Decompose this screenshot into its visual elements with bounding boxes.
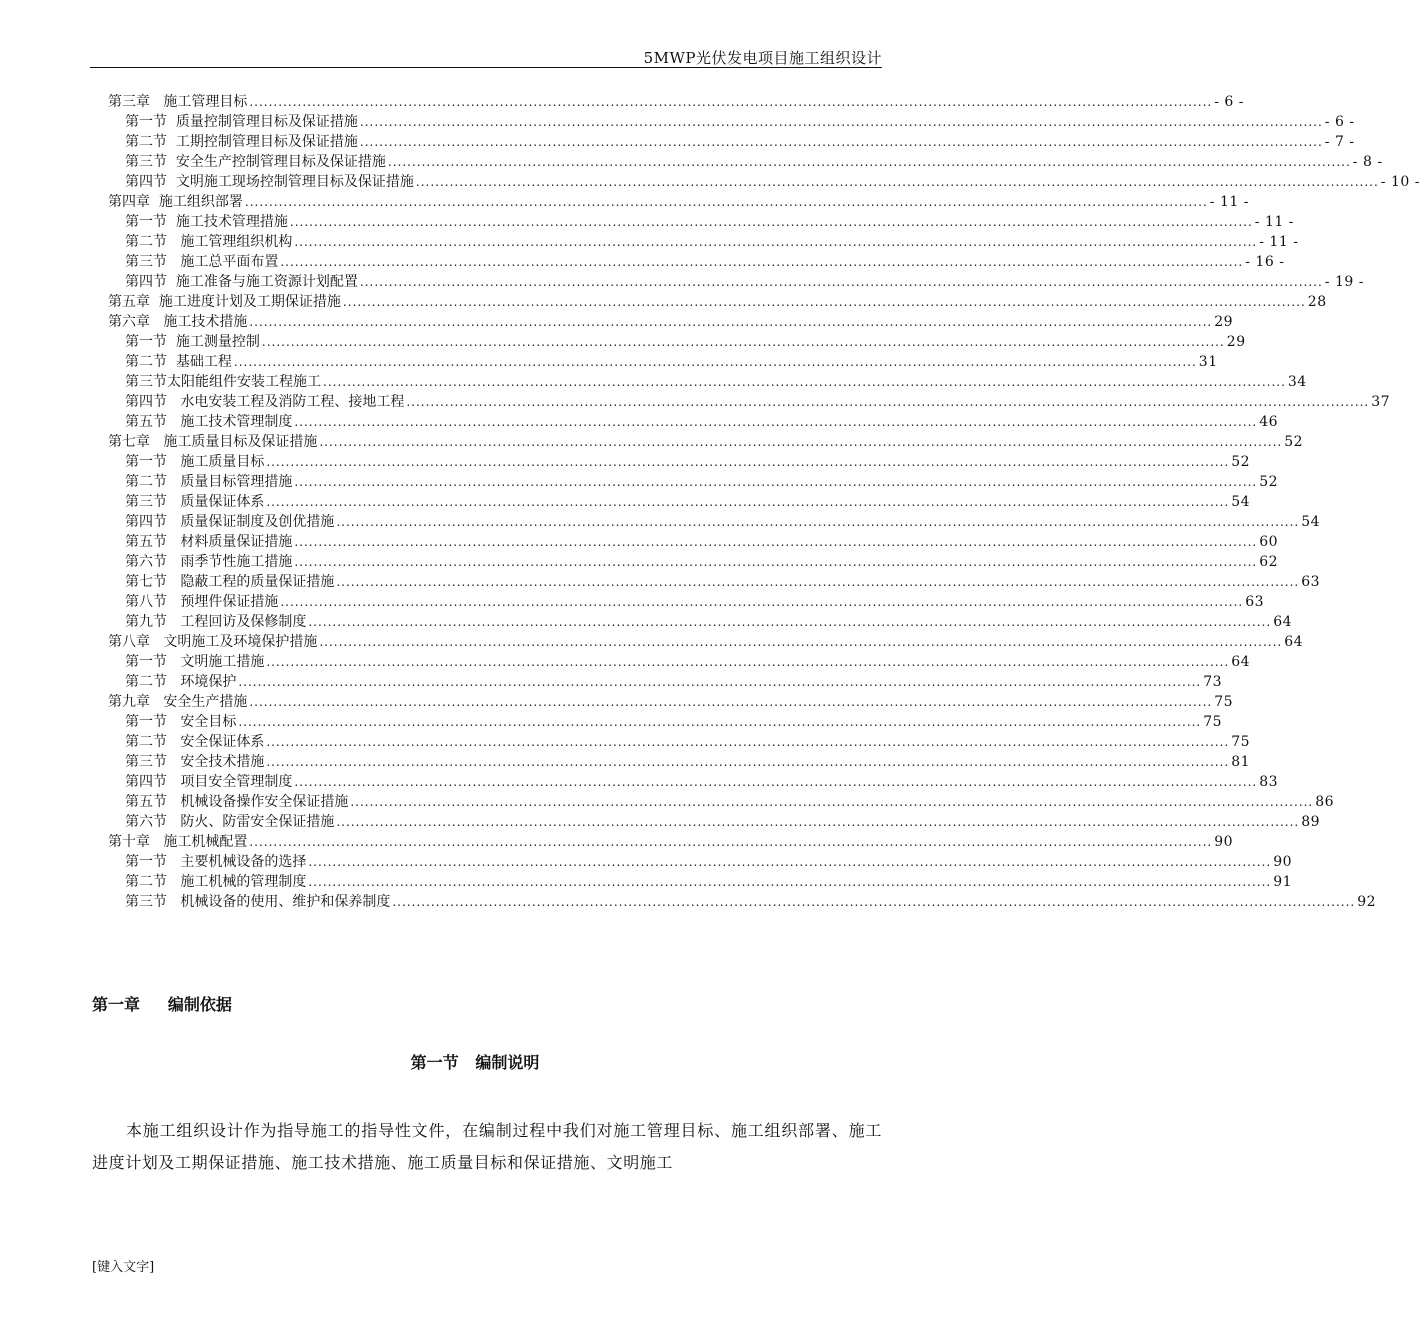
toc-entry[interactable] — [108, 472, 1279, 492]
toc-entry[interactable] — [108, 712, 1223, 732]
toc-entry[interactable] — [108, 192, 1249, 212]
toc-entry-page: 75 — [1203, 714, 1223, 730]
toc-dot-leader: ........................................................................................................................................................................................................ — [261, 335, 1225, 349]
toc-entry-title: 第九章 安全生产措施 — [108, 694, 248, 710]
toc-entry-title: 第三节 施工总平面布置 — [125, 254, 279, 270]
toc-dot-leader: ........................................................................................................................................................................................................ — [238, 715, 1202, 729]
toc-entry[interactable] — [108, 252, 1285, 272]
toc-entry-page: 52 — [1259, 474, 1279, 490]
header-rule — [90, 67, 882, 68]
toc-dot-leader: ........................................................................................................................................................................................................ — [406, 395, 1370, 409]
toc-entry[interactable] — [108, 172, 1420, 192]
toc-entry[interactable] — [108, 692, 1234, 712]
toc-entry[interactable] — [108, 392, 1391, 412]
toc-dot-leader: ........................................................................................................................................................................................................ — [323, 375, 1286, 389]
toc-dot-leader: ........................................................................................................................................................................................................ — [387, 155, 1351, 169]
toc-dot-leader: ........................................................................................................................................................................................................ — [266, 455, 1230, 469]
toc-dot-leader: ........................................................................................................................................................................................................ — [244, 195, 1208, 209]
toc-entry-title: 第五节 施工技术管理制度 — [125, 414, 293, 430]
toc-entry[interactable] — [108, 132, 1355, 152]
toc-entry-title: 第四章 施工组织部署 — [108, 194, 243, 210]
toc-entry-page: 64 — [1231, 654, 1251, 670]
toc-entry-page: - 19 - — [1324, 274, 1364, 290]
toc-entry-title: 第三章 施工管理目标 — [108, 94, 248, 110]
toc-entry-page: - 6 - — [1214, 94, 1245, 110]
toc-entry[interactable] — [108, 412, 1279, 432]
toc-entry[interactable] — [108, 632, 1304, 652]
toc-entry-page: - 10 - — [1380, 174, 1420, 190]
toc-entry-title: 第一节 施工技术管理措施 — [125, 214, 288, 230]
toc-entry-title: 第一节 施工质量目标 — [125, 454, 265, 470]
toc-entry-title: 第七章 施工质量目标及保证措施 — [108, 434, 318, 450]
toc-dot-leader: ........................................................................................................................................................................................................ — [336, 815, 1300, 829]
toc-entry-title: 第四节 文明施工现场控制管理目标及保证措施 — [125, 174, 414, 190]
toc-entry-page: 90 — [1214, 834, 1234, 850]
toc-dot-leader: ........................................................................................................................................................................................................ — [289, 215, 1253, 229]
toc-entry-title: 第三节 安全技术措施 — [125, 754, 265, 770]
toc-entry[interactable] — [108, 812, 1321, 832]
toc-entry-page: - 16 - — [1245, 254, 1285, 270]
toc-dot-leader: ........................................................................................................................................................................................................ — [359, 275, 1323, 289]
header-title: 5MWP光伏发电项目施工组织设计 — [643, 49, 882, 67]
toc-dot-leader: ........................................................................................................................................................................................................ — [294, 775, 1258, 789]
toc-dot-leader: ........................................................................................................................................................................................................ — [350, 795, 1314, 809]
toc-dot-leader: ........................................................................................................................................................................................................ — [233, 355, 1197, 369]
toc-entry-title: 第三节 质量保证体系 — [125, 494, 265, 510]
toc-entry-page: 37 — [1371, 394, 1391, 410]
toc-entry[interactable] — [108, 532, 1279, 552]
toc-entry-page: - 8 - — [1352, 154, 1383, 170]
toc-entry[interactable] — [108, 872, 1293, 892]
toc-entry-title: 第六节 防火、防雷安全保证措施 — [125, 814, 335, 830]
toc-dot-leader: ........................................................................................................................................................................................................ — [342, 295, 1306, 309]
toc-entry[interactable] — [108, 232, 1299, 252]
toc-entry-title: 第五节 材料质量保证措施 — [125, 534, 293, 550]
toc-entry-page: - 7 - — [1324, 134, 1355, 150]
toc-entry-title: 第四节 施工准备与施工资源计划配置 — [125, 274, 358, 290]
toc-entry[interactable] — [108, 792, 1335, 812]
toc-entry-title: 第一节 主要机械设备的选择 — [125, 854, 307, 870]
toc-dot-leader: ........................................................................................................................................................................................................ — [294, 235, 1258, 249]
toc-entry-page: 52 — [1231, 454, 1251, 470]
toc-entry-page: - 11 - — [1254, 214, 1294, 230]
section-heading: 第一节 编制说明 — [410, 1053, 540, 1072]
toc-entry-title: 第四节 项目安全管理制度 — [125, 774, 293, 790]
toc-entry[interactable] — [108, 332, 1246, 352]
toc-entry-page: 75 — [1214, 694, 1234, 710]
toc-entry-title: 第三节太阳能组件安装工程施工 — [125, 374, 321, 390]
toc-dot-leader: ........................................................................................................................................................................................................ — [319, 635, 1283, 649]
toc-entry-page: 90 — [1273, 854, 1293, 870]
toc-entry-title: 第五章 施工进度计划及工期保证措施 — [108, 294, 341, 310]
toc-entry[interactable] — [108, 212, 1294, 232]
toc-entry-page: 73 — [1203, 674, 1223, 690]
toc-entry-title: 第二节 基础工程 — [125, 354, 232, 370]
toc-dot-leader: ........................................................................................................................................................................................................ — [238, 675, 1202, 689]
toc-entry[interactable] — [108, 372, 1307, 392]
toc-entry[interactable] — [108, 772, 1279, 792]
toc-dot-leader: ........................................................................................................................................................................................................ — [359, 135, 1323, 149]
toc-entry[interactable] — [108, 272, 1364, 292]
toc-dot-leader: ........................................................................................................................................................................................................ — [308, 875, 1272, 889]
toc-entry-title: 第六章 施工技术措施 — [108, 314, 248, 330]
toc-entry-title: 第四节 水电安装工程及消防工程、接地工程 — [125, 394, 405, 410]
toc-entry-page: 63 — [1301, 574, 1321, 590]
toc-entry-page: 34 — [1287, 374, 1307, 390]
toc-dot-leader: ........................................................................................................................................................................................................ — [280, 595, 1244, 609]
toc-dot-leader: ........................................................................................................................................................................................................ — [266, 655, 1230, 669]
toc-entry-title: 第十章 施工机械配置 — [108, 834, 248, 850]
toc-entry-title: 第一节 安全目标 — [125, 714, 237, 730]
toc-entry-page: - 11 - — [1259, 234, 1299, 250]
toc-entry[interactable] — [108, 832, 1234, 852]
toc-entry-title: 第四节 质量保证制度及创优措施 — [125, 514, 335, 530]
toc-dot-leader: ........................................................................................................................................................................................................ — [336, 515, 1300, 529]
toc-entry[interactable] — [108, 572, 1321, 592]
toc-entry-page: 28 — [1307, 294, 1327, 310]
toc-dot-leader: ........................................................................................................................................................................................................ — [359, 115, 1323, 129]
toc-entry[interactable] — [108, 152, 1383, 172]
table-of-contents — [108, 92, 1420, 912]
toc-entry-title: 第三节 安全生产控制管理目标及保证措施 — [125, 154, 386, 170]
body-paragraph: 本施工组织设计作为指导施工的指导性文件，在编制过程中我们对施工管理目标、施工组织部署、施工进度计划及工期保证措施、施工技术措施、施工质量目标和保证措施、文明施工 — [92, 1121, 882, 1172]
toc-entry-title: 第七节 隐蔽工程的质量保证措施 — [125, 574, 335, 590]
toc-entry[interactable] — [108, 452, 1251, 472]
toc-entry-title: 第二节 施工机械的管理制度 — [125, 874, 307, 890]
toc-entry[interactable] — [108, 512, 1321, 532]
toc-entry-title: 第五节 机械设备操作安全保证措施 — [125, 794, 349, 810]
toc-entry[interactable] — [108, 752, 1251, 772]
toc-entry[interactable] — [108, 432, 1304, 452]
toc-entry[interactable] — [108, 292, 1327, 312]
toc-entry-page: 46 — [1259, 414, 1279, 430]
toc-entry[interactable] — [108, 552, 1279, 572]
toc-entry[interactable] — [108, 492, 1251, 512]
toc-entry-page: 29 — [1226, 334, 1246, 350]
toc-dot-leader: ........................................................................................................................................................................................................ — [249, 835, 1213, 849]
toc-entry-title: 第一节 质量控制管理目标及保证措施 — [125, 114, 358, 130]
toc-entry-title: 第二节 质量目标管理措施 — [125, 474, 293, 490]
toc-entry-title: 第一节 文明施工措施 — [125, 654, 265, 670]
toc-entry[interactable] — [108, 892, 1377, 912]
toc-entry-title: 第二节 环境保护 — [125, 674, 237, 690]
toc-entry-page: 29 — [1214, 314, 1234, 330]
toc-entry-title: 第二节 施工管理组织机构 — [125, 234, 293, 250]
toc-entry-page: - 11 - — [1209, 194, 1249, 210]
toc-dot-leader: ........................................................................................................................................................................................................ — [308, 855, 1272, 869]
toc-dot-leader: ........................................................................................................................................................................................................ — [249, 95, 1213, 109]
toc-dot-leader: ........................................................................................................................................................................................................ — [308, 615, 1272, 629]
toc-entry-page: 75 — [1231, 734, 1251, 750]
toc-dot-leader: ........................................................................................................................................................................................................ — [249, 695, 1213, 709]
toc-entry-page: 83 — [1259, 774, 1279, 790]
toc-entry[interactable] — [108, 652, 1251, 672]
toc-entry-title: 第八节 预埋件保证措施 — [125, 594, 279, 610]
chapter-heading: 第一章 编制依据 — [92, 995, 232, 1014]
toc-entry-title: 第九节 工程回访及保修制度 — [125, 614, 307, 630]
toc-dot-leader: ........................................................................................................................................................................................................ — [294, 475, 1258, 489]
toc-entry-page: 31 — [1198, 354, 1218, 370]
toc-entry-page: - 6 - — [1324, 114, 1355, 130]
toc-entry-page: 54 — [1301, 514, 1321, 530]
footer-placeholder: [键入文字] — [92, 1260, 155, 1275]
toc-entry-page: 91 — [1273, 874, 1293, 890]
toc-entry-title: 第一节 施工测量控制 — [125, 334, 260, 350]
toc-dot-leader: ........................................................................................................................................................................................................ — [266, 495, 1230, 509]
toc-entry[interactable] — [108, 852, 1293, 872]
toc-entry-title: 第二节 安全保证体系 — [125, 734, 265, 750]
toc-entry[interactable] — [108, 312, 1234, 332]
toc-entry[interactable] — [108, 732, 1251, 752]
toc-entry-title: 第二节 工期控制管理目标及保证措施 — [125, 134, 358, 150]
toc-dot-leader: ........................................................................................................................................................................................................ — [294, 535, 1258, 549]
toc-entry-title: 第八章 文明施工及环境保护措施 — [108, 634, 318, 650]
toc-dot-leader: ........................................................................................................................................................................................................ — [280, 255, 1244, 269]
toc-entry-page: 81 — [1231, 754, 1251, 770]
toc-entry-page: 62 — [1259, 554, 1279, 570]
toc-entry-page: 63 — [1245, 594, 1265, 610]
toc-dot-leader: ........................................................................................................................................................................................................ — [249, 315, 1213, 329]
toc-entry[interactable] — [108, 92, 1245, 112]
toc-entry-page: 60 — [1259, 534, 1279, 550]
toc-entry[interactable] — [108, 352, 1218, 372]
toc-entry-page: 86 — [1315, 794, 1335, 810]
toc-dot-leader: ........................................................................................................................................................................................................ — [266, 735, 1230, 749]
toc-entry-title: 第三节 机械设备的使用、维护和保养制度 — [125, 894, 391, 910]
toc-entry-page: 64 — [1284, 634, 1304, 650]
toc-entry[interactable] — [108, 612, 1293, 632]
toc-entry-title: 第六节 雨季节性施工措施 — [125, 554, 293, 570]
toc-dot-leader: ........................................................................................................................................................................................................ — [294, 555, 1258, 569]
toc-dot-leader: ........................................................................................................................................................................................................ — [266, 755, 1230, 769]
toc-entry-page: 64 — [1273, 614, 1293, 630]
toc-entry-page: 92 — [1357, 894, 1377, 910]
toc-entry[interactable] — [108, 672, 1223, 692]
toc-dot-leader: ........................................................................................................................................................................................................ — [392, 895, 1356, 909]
toc-entry[interactable] — [108, 592, 1265, 612]
toc-dot-leader: ........................................................................................................................................................................................................ — [415, 175, 1379, 189]
toc-dot-leader: ........................................................................................................................................................................................................ — [336, 575, 1300, 589]
toc-dot-leader: ........................................................................................................................................................................................................ — [319, 435, 1283, 449]
toc-dot-leader: ........................................................................................................................................................................................................ — [294, 415, 1258, 429]
toc-entry[interactable] — [108, 112, 1355, 132]
toc-entry-page: 54 — [1231, 494, 1251, 510]
toc-entry-page: 89 — [1301, 814, 1321, 830]
toc-entry-page: 52 — [1284, 434, 1304, 450]
